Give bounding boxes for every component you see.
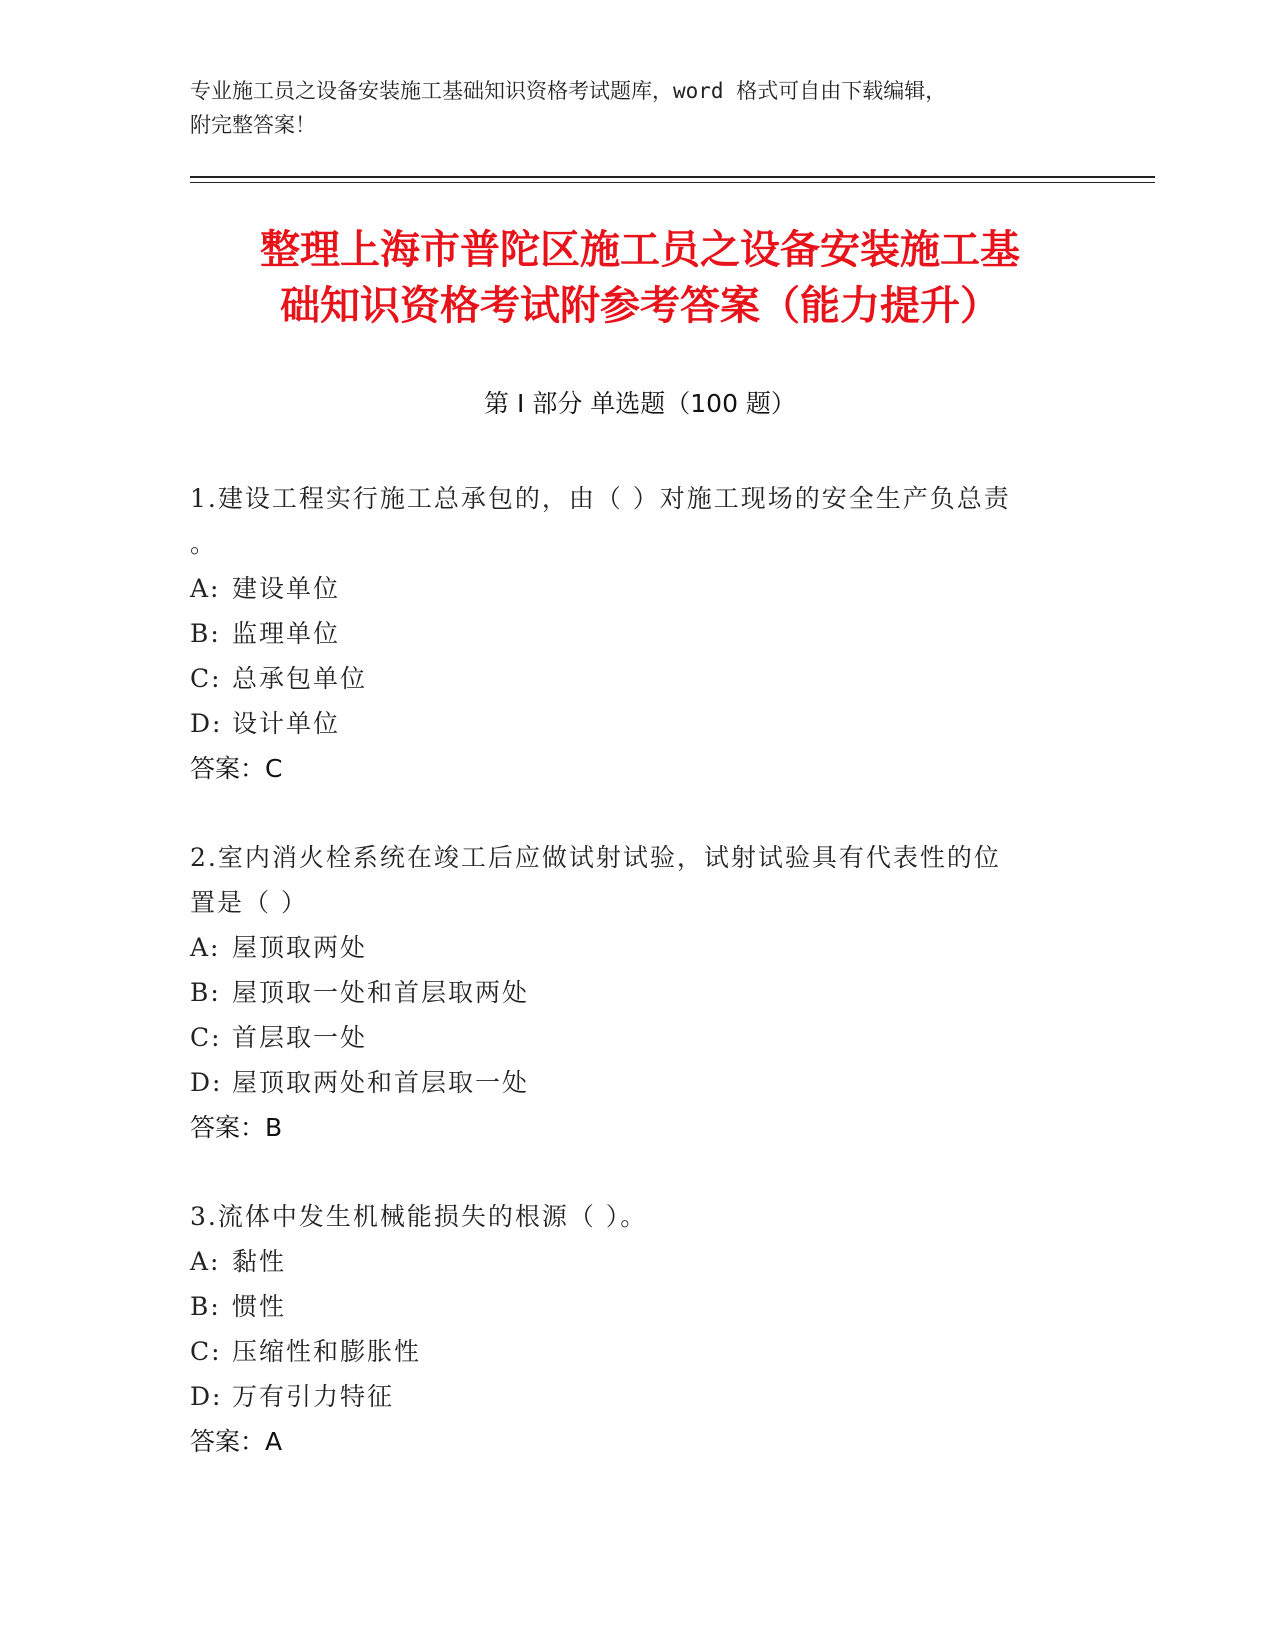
header-divider-thick xyxy=(190,176,1155,178)
option-text: 屋顶取两处和首层取一处 xyxy=(232,1068,530,1097)
answer-line xyxy=(190,1419,1090,1464)
option-c xyxy=(190,1329,1090,1374)
header-note-line-2: 附完整答案！ xyxy=(190,113,316,137)
option-text: 万有引力特征 xyxy=(232,1382,395,1411)
option-a xyxy=(190,1239,1090,1284)
question-stem: 2.室内消火栓系统在竣工后应做试射试验，试射试验具有代表性的位 xyxy=(190,843,1001,872)
question-3 xyxy=(190,1194,1090,1464)
option-text: 黏性 xyxy=(232,1247,287,1276)
question-stem-continuation: 置是（ ） xyxy=(190,888,308,917)
option-letter: C: xyxy=(190,1337,222,1366)
answer-label: 答案： xyxy=(190,1113,266,1142)
answer-value: C xyxy=(265,754,283,783)
question-1 xyxy=(190,476,1090,791)
question-list xyxy=(190,476,1090,1508)
header-note-line-1: 专业施工员之设备安装施工基础知识资格考试题库，word 格式可自由下载编辑， xyxy=(190,79,947,103)
option-b xyxy=(190,970,1090,1015)
option-letter: D: xyxy=(190,1382,223,1411)
option-text: 压缩性和膨胀性 xyxy=(232,1337,422,1366)
option-c xyxy=(190,1015,1090,1060)
option-letter: A: xyxy=(190,933,221,962)
option-letter: D: xyxy=(190,709,223,738)
header-divider-thin xyxy=(190,182,1155,183)
option-a xyxy=(190,925,1090,970)
option-b xyxy=(190,611,1090,656)
document-title-line-1: 整理上海市普陀区施工员之设备安装施工基 xyxy=(260,227,1020,273)
option-b xyxy=(190,1284,1090,1329)
question-stem-continuation: 。 xyxy=(190,529,218,558)
option-letter: B: xyxy=(190,978,221,1007)
document-title xyxy=(190,222,1090,334)
option-letter: D: xyxy=(190,1068,223,1097)
document-title-line-2: 础知识资格考试附参考答案（能力提升） xyxy=(280,283,1000,329)
option-text: 屋顶取一处和首层取两处 xyxy=(232,978,530,1007)
option-text: 惯性 xyxy=(232,1292,287,1321)
option-d xyxy=(190,1060,1090,1105)
answer-label: 答案： xyxy=(190,1427,266,1456)
option-a xyxy=(190,566,1090,611)
answer-line xyxy=(190,1105,1090,1150)
option-text: 设计单位 xyxy=(232,709,341,738)
option-text: 监理单位 xyxy=(232,619,341,648)
option-d xyxy=(190,1374,1090,1419)
header-note xyxy=(190,74,1070,142)
option-letter: B: xyxy=(190,1292,221,1321)
question-stem: 3.流体中发生机械能损失的根源（ ）。 xyxy=(190,1202,648,1231)
option-text: 总承包单位 xyxy=(232,664,368,693)
question-2 xyxy=(190,835,1090,1150)
option-text: 屋顶取两处 xyxy=(232,933,368,962)
question-stem: 1.建设工程实行施工总承包的，由（ ）对施工现场的安全生产负总责 xyxy=(190,484,1011,513)
option-d xyxy=(190,701,1090,746)
answer-value: B xyxy=(265,1113,283,1142)
option-letter: C: xyxy=(190,1023,222,1052)
answer-line xyxy=(190,746,1090,791)
option-letter: A: xyxy=(190,574,221,603)
option-c xyxy=(190,656,1090,701)
option-letter: A: xyxy=(190,1247,221,1276)
answer-value: A xyxy=(265,1427,283,1456)
option-text: 建设单位 xyxy=(232,574,341,603)
section-title: 第 I 部分 单选题（100 题） xyxy=(484,389,796,418)
answer-label: 答案： xyxy=(190,754,266,783)
option-letter: B: xyxy=(190,619,221,648)
option-letter: C: xyxy=(190,664,222,693)
option-text: 首层取一处 xyxy=(232,1023,368,1052)
